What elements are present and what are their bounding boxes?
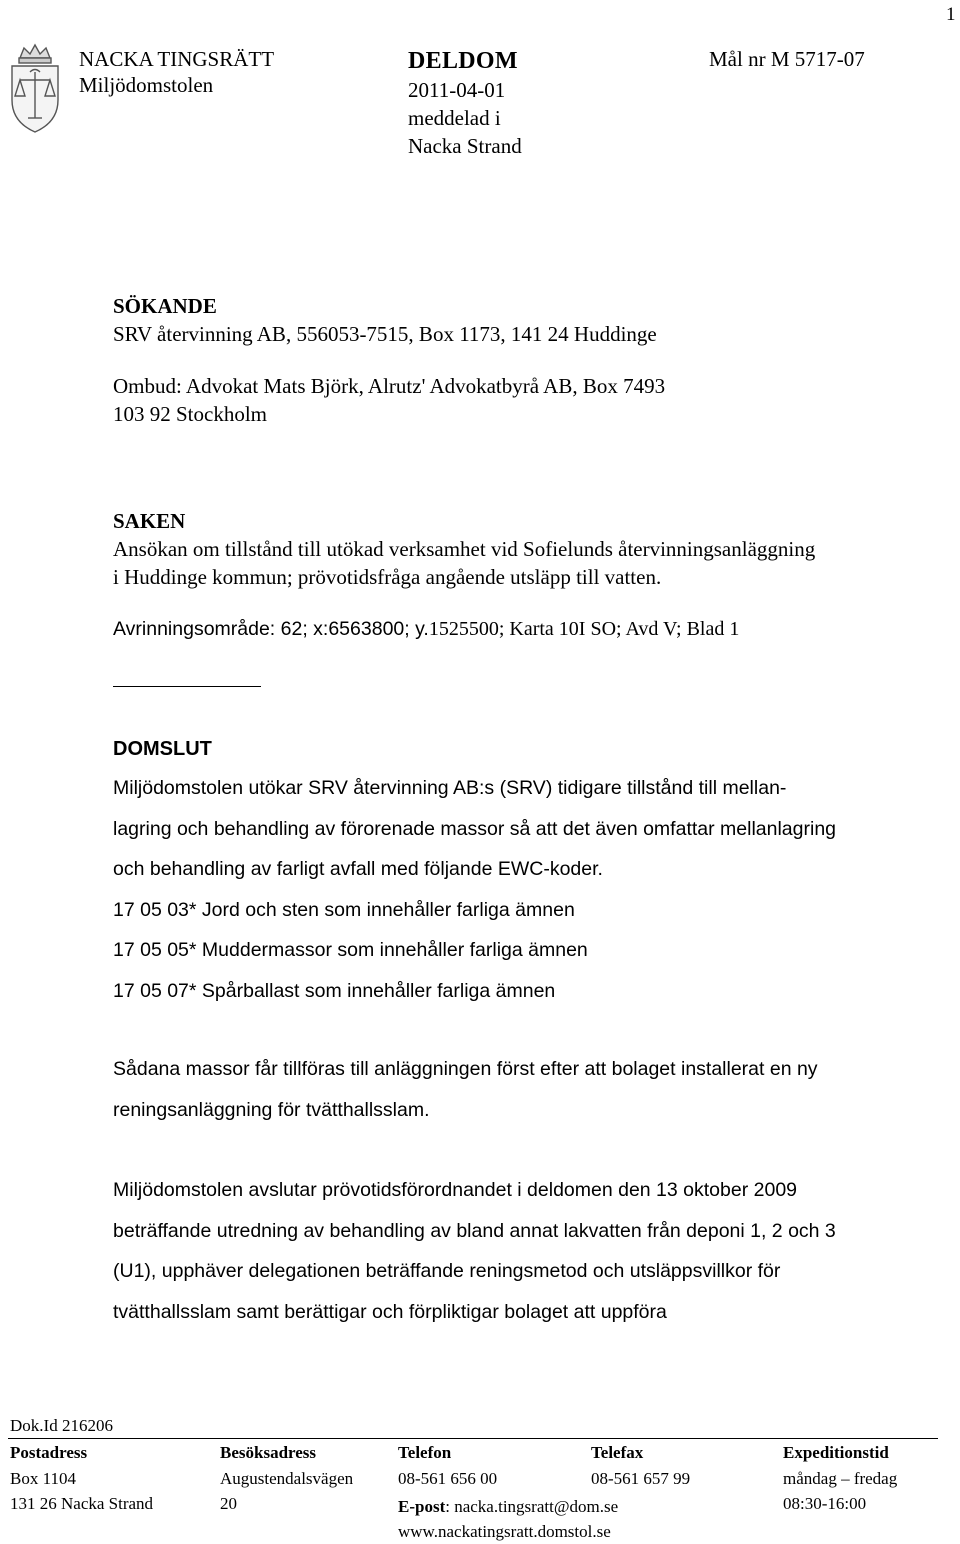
catchment-prefix: Avrinningsområde: 62; x:6563800; y.: [113, 618, 429, 640]
ruling-line: och behandling av farligt avfall med följande EWC-koder.: [113, 858, 603, 880]
waste-code-line: 17 05 05* Muddermassor som innehåller farliga ämnen: [113, 939, 588, 961]
phone-heading: Telefon: [398, 1443, 452, 1462]
waste-code-line: 17 05 07* Spårballast som innehåller farliga ämnen: [113, 979, 556, 1002]
footer-divider: [8, 1438, 938, 1439]
ruling-heading: DOMSLUT: [113, 738, 212, 760]
court-name: NACKA TINGSRÄTT: [79, 47, 275, 71]
fax-number: 08-561 657 99: [591, 1469, 691, 1488]
visit-line-1: Augustendalsvägen: [220, 1469, 354, 1488]
fax-heading: Telefax: [591, 1443, 644, 1462]
counsel-line-1: Ombud: Advokat Mats Björk, Alrutz' Advokatbyrå AB, Box 7493: [113, 374, 666, 398]
ruling-line: lagring och behandling av förorenade massor så att det även omfattar mellanlagring: [113, 817, 837, 840]
counsel-section: [113, 372, 665, 428]
ruling-condition: [113, 1049, 818, 1130]
counsel-line-2: 103 92 Stockholm: [113, 402, 268, 426]
postal-heading: Postadress: [10, 1443, 88, 1462]
final-line: Miljödomstolen avslutar prövotidsförordnandet i deldomen den 13 oktober 2009: [113, 1179, 798, 1201]
footer-visit: [220, 1440, 353, 1516]
applicant-details: SRV återvinning AB, 556053-7515, Box 1173, 141 24 Huddinge: [113, 322, 657, 346]
section-divider: [113, 686, 261, 687]
document-header: [408, 46, 522, 160]
condition-line: Sådana massor får tillföras till anläggningen först efter att bolaget installerat en ny: [113, 1058, 818, 1080]
court-crest-logo: [6, 42, 64, 134]
document-id: Dok.Id 216206: [10, 1416, 113, 1435]
footer-postal: [10, 1440, 153, 1516]
email-label: E-post: [398, 1497, 446, 1516]
condition-line: reningsanläggning för tvätthallsslam.: [113, 1098, 430, 1121]
matter-line-2: i Huddinge kommun; prövotidsfråga angående utsläpp till vatten.: [113, 565, 662, 589]
final-line: tvätthallsslam samt berättigar och förpliktigar bolaget att uppföra: [113, 1300, 667, 1323]
catchment-suffix: 1525500; Karta 10I SO; Avd V; Blad 1: [428, 618, 740, 640]
hours-days: måndag – fredag: [783, 1469, 898, 1488]
final-line: beträffande utredning av behandling av bland annat lakvatten från deponi 1, 2 och 3: [113, 1219, 836, 1242]
postal-line-1: Box 1104: [10, 1469, 76, 1488]
waste-code-line: 17 05 03* Jord och sten som innehåller farliga ämnen: [113, 898, 575, 921]
matter-line-1: Ansökan om tillstånd till utökad verksamhet vid Sofielunds återvinningsanläggning: [113, 537, 816, 561]
email-line: E-post: nacka.tingsratt@dom.se: [398, 1497, 619, 1516]
case-number: Mål nr M 5717-07: [709, 47, 865, 71]
footer-fax: [591, 1440, 690, 1491]
ruling-line: Miljödomstolen utökar SRV återvinning AB:s (SRV) tidigare tillstånd till mellan-: [113, 777, 787, 799]
matter-section: [113, 507, 815, 591]
phone-number: 08-561 656 00: [398, 1469, 498, 1488]
court-name-block: [79, 46, 274, 98]
hours-heading: Expeditionstid: [783, 1443, 889, 1462]
applicant-heading: SÖKANDE: [113, 294, 217, 318]
hours-time: 08:30-16:00: [783, 1494, 867, 1513]
postal-line-2: 131 26 Nacka Strand: [10, 1494, 154, 1513]
document-date: 2011-04-01: [408, 78, 506, 102]
announced-place: Nacka Strand: [408, 134, 522, 158]
footer-phone: [398, 1440, 618, 1544]
matter-heading: SAKEN: [113, 509, 186, 533]
email-address[interactable]: nacka.tingsratt@dom.se: [454, 1497, 619, 1516]
court-division: Miljödomstolen: [79, 73, 214, 97]
visit-heading: Besöksadress: [220, 1443, 317, 1462]
document-type: DELDOM: [408, 48, 518, 74]
announced-label: meddelad i: [408, 106, 501, 130]
visit-line-2: 20: [220, 1494, 237, 1513]
ruling-body: [113, 768, 836, 1011]
website[interactable]: www.nackatingsratt.domstol.se: [398, 1522, 611, 1541]
applicant-section: [113, 292, 657, 348]
final-line: (U1), upphäver delegationen beträffande reningsmetod och utsläppsvillkor för: [113, 1260, 781, 1282]
ruling-final: [113, 1170, 836, 1332]
page-number: 1: [946, 4, 956, 25]
catchment-line: [113, 615, 739, 643]
footer-hours: [783, 1440, 897, 1516]
